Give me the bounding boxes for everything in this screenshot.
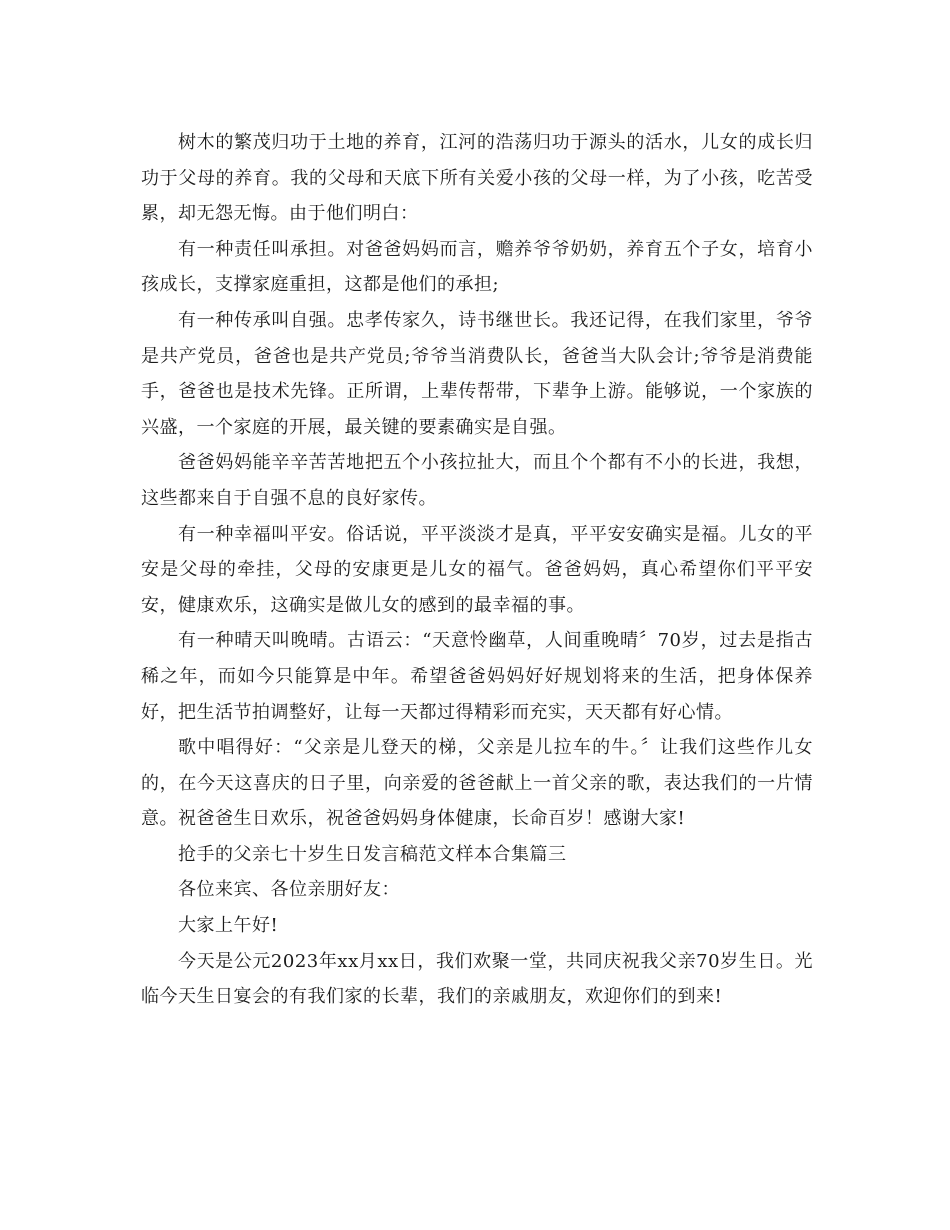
document-body — [141, 125, 813, 1015]
section-heading: 抢手的父亲七十岁生日发言稿范文样本合集篇三 — [178, 843, 567, 865]
paragraph-family-tradition: 爸爸妈妈能辛辛苦苦地把五个小孩拉扯大，而且个个都有不小的长进，我想，这些都来自于自强不息的良好家传。 — [141, 452, 813, 509]
paragraph-song: 歌中唱得好：“父亲是儿登天的梯，父亲是儿拉车的牛。〞让我们这些作儿女的，在今天这喜庆的日子里，向亲爱的爸爸献上一首父亲的歌，表达我们的一片情意。祝爸爸生日欢乐，祝爸爸妈妈身体健康，长命百岁！感谢大家! — [141, 737, 813, 830]
paragraph-self-reliance: 有一种传承叫自强。忠孝传家久，诗书继世长。我还记得，在我们家里，爷爷是共产党员，爸爸也是共产党员;爷爷当消费队长，爸爸当大队会计;爷爷是消费能手，爸爸也是技术先锋。正所谓，上辈传帮带，下辈争上游。能够说，一个家族的兴盛，一个家庭的开展，最关键的要素确实是自强。 — [141, 309, 813, 438]
paragraph-intro: 树木的繁茂归功于土地的养育，江河的浩荡归功于源头的活水，儿女的成长归功于父母的养育。我的父母和天底下所有关爱小孩的父母一样，为了小孩，吃苦受累，却无怨无悔。由于他们明白： — [141, 132, 813, 225]
paragraph-salutation: 各位来宾、各位亲朋好友： — [178, 879, 400, 901]
paragraph-responsibility: 有一种责任叫承担。对爸爸妈妈而言，赡养爷爷奶奶，养育五个子女，培育小孩成长，支撑家庭重担，这都是他们的承担; — [141, 238, 813, 296]
paragraph-happiness: 有一种幸福叫平安。俗话说，平平淡淡才是真，平平安安确实是福。儿女的平安是父母的牵挂，父母的安康更是儿女的福气。爸爸妈妈，真心希望你们平平安安，健康欢乐，这确实是做儿女的感到的最幸福的事。 — [141, 523, 813, 616]
paragraph-greeting: 大家上午好! — [178, 915, 279, 937]
paragraph-late-sunshine: 有一种晴天叫晚晴。古语云：“天意怜幽草，人间重晚晴〞70岁，过去是指古稀之年，而如今只能算是中年。希望爸爸妈妈好好规划将来的生活，把身体保养好，把生活节拍调整好，让每一天都过得精彩而充实，天天都有好心情。 — [141, 630, 813, 723]
paragraph-opening: 今天是公元2023年xx月xx日，我们欢聚一堂，共同庆祝我父亲70岁生日。光临今天生日宴会的有我们家的长辈，我们的亲戚朋友，欢迎你们的到来! — [141, 950, 813, 1008]
